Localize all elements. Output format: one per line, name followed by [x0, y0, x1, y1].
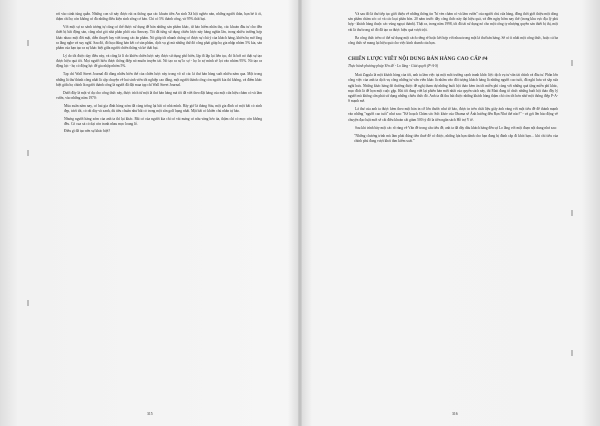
section-heading: CHIẾN LƯỢC VIẾT NỘI DUNG BÁN HÀNG CAO CẤP #4	[348, 56, 488, 63]
scan-mark	[27, 40, 29, 46]
paragraph: Dưới đây là một ví dụ cho công thức này, được trích từ một lá thư bán hàng mà tôi đã viết theo đặt hàng của một cửa hiệu chăm có và làm vườn, vào những năm 1970:	[56, 90, 262, 101]
excerpt-paragraph: Mùa xuân năm nay, có hai gia đình hàng xóm đã cùng trồng lại bãi cỏ nhà mình. Bây giờ là tháng Sáu, một gia đình có một bãi cỏ xinh đẹp, tươi tốt, cỏ rất dày và xanh, dù tiêu chuẩn như bãi cỏ trong một sân golf hạng nhất. Mặt bãi cỏ khiến chủ nhân tự hào.	[64, 104, 262, 114]
sales-letter-excerpt	[64, 104, 262, 134]
paragraph: Lá thư của anh ta được kèm theo một bản in cỡ lớn thước như tờ báo, được in trên chất liệu giấy ánh vàng với một tiêu đề đế thánh mạnh vào những "người cao tuổi" như sau: "Kế hoạch Chăm sóc Sức khỏe của Obama sẽ Ảnh hưởng đến Bạn Như thế nào?" - và gợi lên bảo động về chuyện đạo luật mới sẽ cắt điều khoản cắt giảm 500 tỷ đô la tiền ngân sách Hỗ trợ Y tế.	[348, 107, 558, 122]
paragraph: Với một sự so sánh tương tự cũng có thể được sử dụng để bán những sản phẩm khác, từ bảo hiểm nhân thọ, các khoản đầu tư cho đến thiết bị bất động sản, cũng như gói nhà phân phối của Amway. Tôi đã từng sử dụng chiến lược này hàng nghìn lần, trong nhiều trường hợp khác nhau: một đời mặt, diễn thuyết hay viết trong các ấn phẩm. Nó giúp tôi nhanh chóng có được sự chú ý của khách hàng, khiến họ mở lòng ra lắng nghe và suy nghĩ. Sau đó, đó họa đúng bản kết cơ sản phẩm, dịch vụ gì mà những thứ đó công phải giúp họ gia nhập nhóm 5% kia, sản phẩm của bạn tạo ra sự khác biệt giữa người chiến thắng và kẻ thất bại.	[56, 25, 262, 51]
paragraph: Tạp chí Wall Street Journal đã dùng nhiều biến thể của chiến lược này trong vô số các lá thư bán hàng suốt nhiều năm qua. Một trong những lá thư thành công nhất là cặp chuyện về hai sinh viên tốt nghiệp cao đẳng, một người thành công còn người kia thì không, và điểm khác biệt giữa họ chính là người thành công là người đã đặt mua tạp chí Wall Street Journal.	[56, 72, 262, 87]
section-subheading: Thực hành phương pháp Yến để - Lo lắng - Giải quyết (P-A-S)	[348, 64, 439, 69]
scan-mark	[27, 300, 29, 306]
right-page-content	[348, 12, 558, 146]
quote: "Những chương trình mà làm phải đúng tiền thuế để có được, những lựa bạn dành cho bạn đang bị đánh cắp đi khỏi bạn… khi chỉ tiêu của chính phủ đang vượt khỏi tầm kiểm soát."	[354, 133, 558, 143]
scan-mark	[27, 150, 29, 156]
paragraph: Ba công thức trên có thể sử dụng một cách riêng rẽ hoặc kết hợp với nhau trong một lá thư bán hàng. Sẽ có ít nhất một công thức, hoặc cả ba công thức sẽ mang lại hiệu quả cho việc kinh doanh của bạn.	[348, 35, 558, 45]
page-number: 315	[147, 412, 153, 416]
left-page-content	[56, 12, 262, 136]
scan-mark	[571, 350, 573, 356]
excerpt-paragraph: Điều gì đã tạo nên sự khác biệt?	[64, 129, 111, 134]
excerpt-paragraph: Nhưng người hàng xóm của anh ta thì lại khác. Bãi cỏ của người kia chỉ có vài mảng cỏ nâu vàng héo úa, thậm chí có mọc còn không đều. Có cua xả cỏ dại còn tranh nhau mọc loang lổ.	[64, 116, 262, 126]
paragraph: Và sau đó là thư tiếp tục giới thiệu về những thông tin "bí vẻn chăm có và làm vườn" của người chủ cửa hàng, đồng thời giới thiệu một dòng sản phẩm chăm sóc cỏ và các loại phân bón. 20 năm trước đây công thức này đạt hiệu quả, và đến ngày hôm nay thế (trong khu vực địa lý phù hợp - khách hàng thuộc các vùng ngoại thành). Thật ra, trong năm 1998, tôi đã tái sử dụng nó cho một công ty nhượng quyền sản thiết bị thị, một vài là thư trong số đó đã tạo ra được hiệu quả vượt trội.	[348, 12, 558, 32]
paragraph: rơi vào cảnh túng quẫn. Những con số này được rút ra thông qua các khoản tiền An sinh Xã hội nghèo nàn, những người thân, bạn bè ít ỏi, thậm chí họ còn không có đủ những điều kiện sinh sống cơ bản. Chỉ có 5% thành công, và 95% thất bại.	[56, 12, 262, 22]
scan-mark	[571, 210, 573, 216]
scan-mark	[571, 60, 573, 66]
paragraph: Matt Zagula là một khách hàng của tôi, anh ta làm việc tại một môi trường cạnh tranh khốc liệt: dịch vụ tư vấn tài chính và đầu tư. Phần lớn công việc của anh ta dịch vụ công những tư vấn viên khác là nhắm vào đối tượng khách hàng là những người cao tuổi, đã nghỉ hưu và sắp sửa nghỉ hưu. Những khác hàng đó thường được đề nghị tham dự những buổi hội thảo kèm ăn tối miễn phí cùng với những quà tặng miễn phí khác, mục đích là để họn một cuộc gặp. Khi tôi đang viết lại phiên bản mới nhất của quyển sách này, thì Matt đang tổ chức những buổi hội thảo đầy lý người mà không cần phải sử dụng những chiêu thức đó. Anh ta đã thu hút được những khách hàng thậm chí còn tốt hơn nhờ một thông điệp P-A-S mạnh mẽ.	[348, 73, 558, 104]
paragraph: Lý do tôi được dạy điều này, và cũng là lí do khiến chiến lược này được sử dụng phổ biến, lặp đi lặp lại liên tục, đó là bởi nó thật sự tạo được hiệu quả tốt. Mọi người hiểu được thông điệp nó muốn truyền tải. Nó tạo ra sự lo sợ - họ lo sợ mình sẽ lọt vào nhóm 95%. Nó tạo ra động lực - họ có động lực để gia nhập nhóm 5%.	[56, 54, 262, 69]
left-page	[0, 0, 298, 426]
right-page	[302, 0, 600, 426]
page-number: 316	[452, 412, 458, 416]
paragraph: Sau khi trình bày một các rõ ràng về Vấn đề trong câu tiêu đề, anh ta đã dấy dấu khách hàng đến sự Lo lắng với một đoạn nội dung như sau:	[355, 125, 557, 130]
